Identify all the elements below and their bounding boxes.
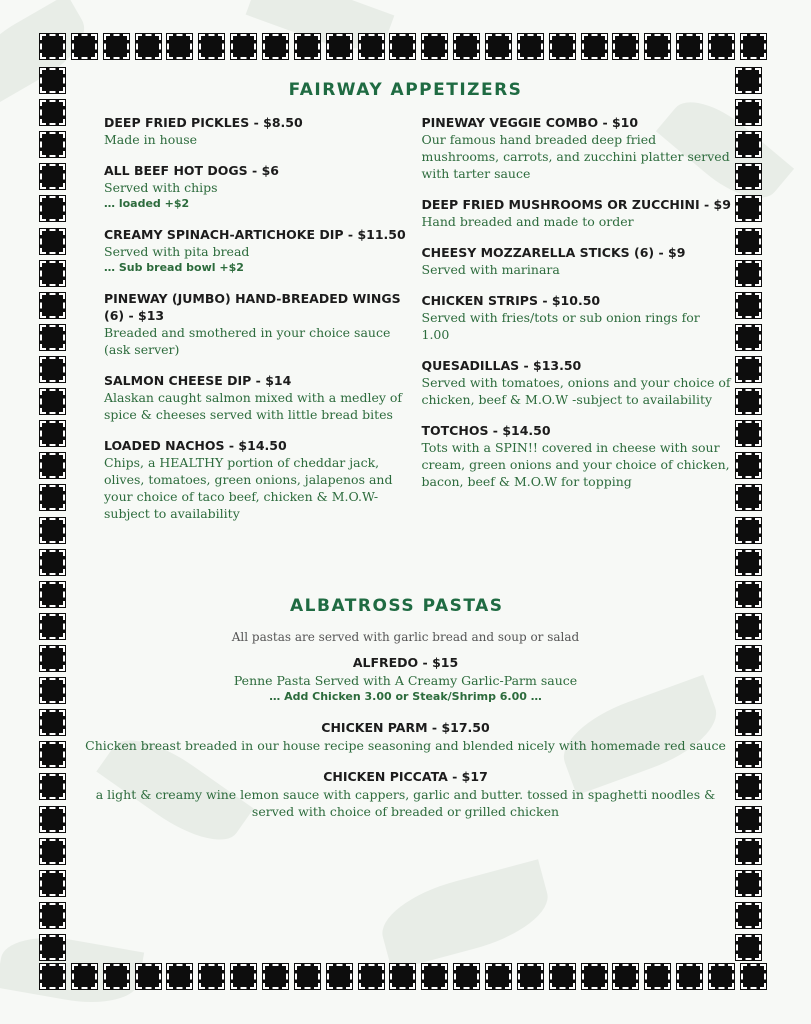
menu-item bbox=[422, 357, 732, 408]
border-square bbox=[736, 646, 761, 671]
border-square bbox=[199, 34, 224, 59]
item-name: CREAMY SPINACH-ARTICHOKE DIP - $11.50 bbox=[104, 227, 406, 242]
border-square bbox=[741, 34, 766, 59]
item-description: Our famous hand breaded deep fried mushrooms, carrots, and zucchini platter served with tarter sauce bbox=[421, 132, 730, 181]
border-square bbox=[199, 964, 224, 989]
border-square bbox=[736, 871, 761, 896]
border-square bbox=[454, 34, 479, 59]
item-name: CHEESY MOZZARELLA STICKS (6) - $9 bbox=[421, 245, 686, 260]
border-square bbox=[40, 100, 65, 125]
border-square bbox=[40, 293, 65, 318]
border-square bbox=[40, 421, 65, 446]
pasta-name: CHICKEN PICCATA - $17 bbox=[323, 769, 488, 784]
border-square bbox=[736, 614, 761, 639]
border-square bbox=[736, 774, 761, 799]
item-description: Made in house bbox=[104, 132, 198, 147]
border-square bbox=[422, 34, 447, 59]
border-square bbox=[736, 389, 761, 414]
border-square bbox=[40, 68, 65, 93]
border-square bbox=[40, 839, 65, 864]
border-square bbox=[263, 964, 288, 989]
border-square bbox=[40, 453, 65, 478]
border-square bbox=[550, 34, 575, 59]
item-description: Served with marinara bbox=[421, 262, 560, 277]
border-top bbox=[40, 34, 766, 64]
border-square bbox=[486, 34, 511, 59]
border-square bbox=[327, 964, 352, 989]
border-square bbox=[709, 34, 734, 59]
border-square bbox=[40, 357, 65, 382]
item-name: SALMON CHEESE DIP - $14 bbox=[104, 373, 292, 388]
menu-item bbox=[422, 244, 732, 278]
item-description: Alaskan caught salmon mixed with a medley of spice & cheeses served with little bread bites bbox=[104, 390, 403, 422]
border-square bbox=[736, 935, 761, 960]
border-square bbox=[40, 614, 65, 639]
item-name: PINEWAY (JUMBO) HAND-BREADED WINGS (6) - $13 bbox=[104, 291, 401, 323]
item-name: LOADED NACHOS - $14.50 bbox=[104, 438, 287, 453]
border-square bbox=[40, 774, 65, 799]
border-square bbox=[736, 678, 761, 703]
border-square bbox=[40, 34, 65, 59]
border-square bbox=[736, 518, 761, 543]
border-square bbox=[40, 582, 65, 607]
border-square bbox=[295, 964, 320, 989]
item-description: Hand breaded and made to order bbox=[421, 214, 634, 229]
menu-item bbox=[104, 162, 414, 212]
border-square bbox=[40, 646, 65, 671]
item-name: TOTCHOS - $14.50 bbox=[421, 423, 551, 438]
border-square bbox=[736, 807, 761, 832]
border-square bbox=[736, 293, 761, 318]
pasta-item bbox=[80, 719, 731, 754]
border-square bbox=[231, 34, 256, 59]
border-square bbox=[645, 34, 670, 59]
border-square bbox=[104, 964, 129, 989]
border-square bbox=[40, 164, 65, 189]
border-square bbox=[40, 261, 65, 286]
menu-item bbox=[104, 372, 414, 423]
pasta-list bbox=[80, 654, 731, 820]
border-square bbox=[518, 34, 543, 59]
border-square bbox=[486, 964, 511, 989]
item-description: Served with tomatoes, onions and your choice of chicken, beef & M.O.W -subject to availability bbox=[421, 375, 731, 407]
menu-item bbox=[422, 292, 732, 343]
border-square bbox=[741, 964, 766, 989]
menu-content bbox=[80, 72, 731, 952]
border-square bbox=[422, 964, 447, 989]
border-square bbox=[167, 34, 192, 59]
border-square bbox=[231, 964, 256, 989]
pasta-description: a light & creamy wine lemon sauce with cappers, garlic and butter. tossed in spaghetti noodles & served with choice of breaded or grilled chicken bbox=[95, 787, 716, 819]
border-square bbox=[736, 325, 761, 350]
appetizers-title: FAIRWAY APPETIZERS bbox=[288, 80, 523, 100]
menu-item bbox=[422, 422, 732, 490]
item-description: Served with fries/tots or sub onion rings for 1.00 bbox=[421, 310, 700, 342]
item-name: PINEWAY VEGGIE COMBO - $10 bbox=[421, 115, 639, 130]
pastas-section bbox=[80, 596, 731, 834]
appetizer-column-right bbox=[422, 114, 732, 536]
pasta-item bbox=[80, 654, 731, 705]
border-square bbox=[736, 453, 761, 478]
border-square bbox=[390, 964, 415, 989]
pasta-item bbox=[80, 768, 731, 820]
item-description: Breaded and smothered in your choice sauce (ask server) bbox=[104, 325, 391, 357]
item-name: CHICKEN STRIPS - $10.50 bbox=[421, 293, 601, 308]
pasta-description: Penne Pasta Served with A Creamy Garlic-Parm sauce bbox=[233, 673, 578, 688]
border-square bbox=[359, 964, 384, 989]
border-square bbox=[736, 261, 761, 286]
pastas-intro: All pastas are served with garlic bread and soup or salad bbox=[231, 630, 580, 644]
border-square bbox=[295, 34, 320, 59]
border-square bbox=[104, 34, 129, 59]
border-square bbox=[390, 34, 415, 59]
pasta-addon: … Add Chicken 3.00 or Steak/Shrimp 6.00 … bbox=[269, 690, 542, 703]
border-square bbox=[736, 421, 761, 446]
border-square bbox=[40, 229, 65, 254]
item-name: DEEP FRIED MUSHROOMS OR ZUCCHINI - $9 bbox=[421, 197, 731, 212]
menu-item bbox=[422, 196, 732, 230]
border-square bbox=[40, 935, 65, 960]
appetizer-columns bbox=[104, 114, 731, 536]
border-square bbox=[736, 357, 761, 382]
border-square bbox=[40, 903, 65, 928]
border-right bbox=[736, 68, 766, 960]
item-name: DEEP FRIED PICKLES - $8.50 bbox=[104, 115, 303, 130]
border-square bbox=[40, 325, 65, 350]
pasta-name: CHICKEN PARM - $17.50 bbox=[321, 720, 490, 735]
border-square bbox=[736, 710, 761, 735]
border-square bbox=[40, 518, 65, 543]
border-square bbox=[40, 678, 65, 703]
border-square bbox=[736, 550, 761, 575]
item-name: ALL BEEF HOT DOGS - $6 bbox=[104, 163, 279, 178]
border-square bbox=[582, 964, 607, 989]
pasta-name: ALFREDO - $15 bbox=[352, 655, 459, 670]
border-square bbox=[40, 710, 65, 735]
border-square bbox=[613, 34, 638, 59]
item-description: Served with chips bbox=[104, 180, 218, 195]
border-square bbox=[40, 196, 65, 221]
border-square bbox=[136, 964, 161, 989]
item-description: Tots with a SPIN!! covered in cheese with sour cream, green onions and your choice of chicken, bacon, beef & M.O.W for topping bbox=[421, 440, 730, 489]
border-square bbox=[736, 742, 761, 767]
pasta-description: Chicken breast breaded in our house recipe seasoning and blended nicely with homemade red sauce bbox=[85, 738, 726, 753]
border-square bbox=[736, 485, 761, 510]
border-square bbox=[40, 964, 65, 989]
border-square bbox=[40, 389, 65, 414]
border-square bbox=[518, 964, 543, 989]
item-name: QUESADILLAS - $13.50 bbox=[421, 358, 582, 373]
item-addon: … loaded +$2 bbox=[104, 197, 190, 210]
border-square bbox=[359, 34, 384, 59]
border-square bbox=[736, 164, 761, 189]
border-square bbox=[582, 34, 607, 59]
border-square bbox=[72, 964, 97, 989]
border-square bbox=[40, 132, 65, 157]
pastas-title: ALBATROSS PASTAS bbox=[290, 596, 504, 616]
border-square bbox=[736, 229, 761, 254]
border-square bbox=[736, 132, 761, 157]
border-square bbox=[677, 964, 702, 989]
border-square bbox=[40, 485, 65, 510]
item-description: Served with pita bread bbox=[104, 244, 250, 259]
border-square bbox=[736, 196, 761, 221]
border-square bbox=[167, 964, 192, 989]
border-square bbox=[72, 34, 97, 59]
border-square bbox=[736, 68, 761, 93]
menu-item bbox=[422, 114, 732, 182]
menu-item bbox=[104, 114, 414, 148]
appetizer-column-left bbox=[104, 114, 414, 536]
border-square bbox=[40, 807, 65, 832]
border-square bbox=[40, 871, 65, 896]
item-addon: … Sub bread bowl +$2 bbox=[104, 261, 244, 274]
border-square bbox=[40, 742, 65, 767]
menu-item bbox=[104, 437, 414, 522]
menu-item bbox=[104, 290, 414, 358]
border-square bbox=[709, 964, 734, 989]
border-square bbox=[736, 100, 761, 125]
border-square bbox=[613, 964, 638, 989]
border-square bbox=[327, 34, 352, 59]
border-left bbox=[40, 68, 70, 960]
border-square bbox=[454, 964, 479, 989]
border-square bbox=[736, 582, 761, 607]
border-square bbox=[677, 34, 702, 59]
item-description: Chips, a HEALTHY portion of cheddar jack, olives, tomatoes, green onions, jalapenos and your choice of taco beef, chicken & M.O.W- subject to availability bbox=[104, 455, 393, 521]
border-square bbox=[736, 903, 761, 928]
border-square bbox=[550, 964, 575, 989]
border-square bbox=[645, 964, 670, 989]
border-square bbox=[263, 34, 288, 59]
border-bottom bbox=[40, 964, 766, 994]
border-square bbox=[136, 34, 161, 59]
border-square bbox=[40, 550, 65, 575]
border-square bbox=[736, 839, 761, 864]
menu-item bbox=[104, 226, 414, 276]
